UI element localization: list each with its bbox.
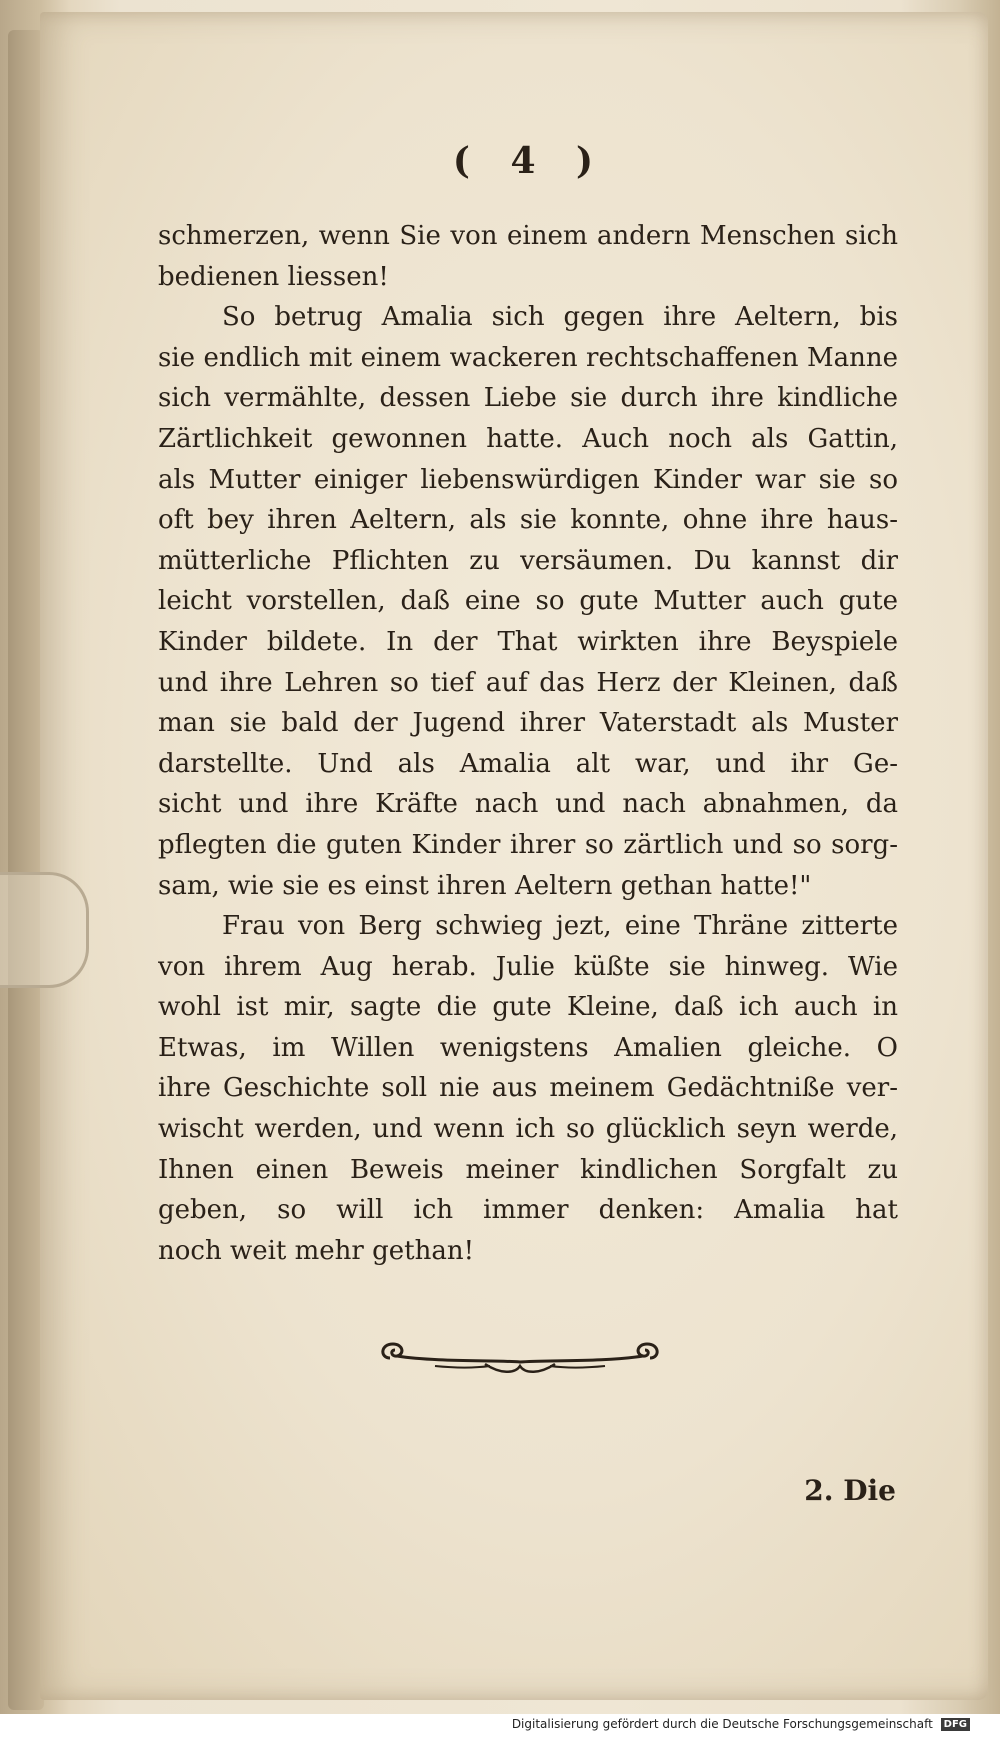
text-line: von ihrem Aug herab. Julie küßte sie hinweg. Wie — [158, 951, 898, 982]
text-line: und ihre Lehren so tief auf das Herz der Kleinen, daß — [158, 667, 898, 698]
page-number: ( 4 ) — [452, 140, 608, 182]
footer-credit-text: Digitalisierung gefördert durch die Deutsche Forschungsgemeinschaft — [511, 1717, 933, 1731]
text-line: geben, so will ich immer denken: Amalia hat — [158, 1195, 898, 1226]
dfg-logo-icon: DFG — [941, 1718, 970, 1731]
text-line: mütterliche Pflichten zu versäumen. Du kannst dir — [158, 545, 898, 576]
text-line: Ihnen einen Beweis meiner kindlichen Sorgfalt zu — [158, 1154, 898, 1185]
text-line: sie endlich mit einem wackeren rechtschaffenen Manne — [158, 342, 898, 373]
text-line: bedienen liessen! — [158, 261, 389, 292]
text-line: wischt werden, und wenn ich so glücklich seyn werde, — [158, 1114, 898, 1145]
text-line: ihre Geschichte soll nie aus meinem Gedächtniße ver- — [158, 1073, 898, 1104]
text-line: als Mutter einiger liebenswürdigen Kinder war sie so — [158, 464, 898, 495]
text-line: Etwas, im Willen wenigstens Amalien gleiche. O — [158, 1032, 898, 1063]
body-text — [158, 216, 898, 1271]
text-line: Kinder bildete. In der That wirkten ihre Beyspiele — [158, 626, 898, 657]
footer-credit — [512, 1717, 970, 1731]
text-line: wohl ist mir, sagte die gute Kleine, daß ich auch in — [158, 992, 898, 1023]
text-line: sam, wie sie es einst ihren Aeltern gethan hatte!" — [158, 870, 812, 901]
page-stack-edge — [8, 30, 44, 1710]
ornament-divider — [375, 1330, 665, 1380]
text-line: leicht vorstellen, daß eine so gute Mutter auch gute — [158, 586, 898, 617]
text-line: schmerzen, wenn Sie von einem andern Menschen sich — [158, 221, 898, 251]
text-line: man sie bald der Jugend ihrer Vaterstadt als Muster — [158, 708, 898, 739]
book-clip — [0, 872, 89, 988]
text-line: sicht und ihre Kräfte nach und nach abnahmen, da — [158, 789, 898, 820]
text-line: pflegten die guten Kinder ihrer so zärtlich und so sorg- — [158, 829, 898, 860]
text-line: Zärtlichkeit gewonnen hatte. Auch noch als Gattin, — [158, 423, 898, 454]
text-line: oft bey ihren Aeltern, als sie konnte, ohne ihre haus- — [158, 505, 898, 536]
text-line: So betrug Amalia sich gegen ihre Aeltern, bis — [222, 302, 898, 333]
text-line: darstellte. Und als Amalia alt war, und ihr Ge- — [158, 748, 898, 779]
text-line: noch weit mehr gethan! — [158, 1235, 475, 1266]
text-line: sich vermählte, dessen Liebe sie durch ihre kindliche — [158, 383, 898, 414]
catchword: 2. Die — [804, 1474, 896, 1507]
text-line: Frau von Berg schwieg jezt, eine Thräne zitterte — [222, 911, 898, 942]
